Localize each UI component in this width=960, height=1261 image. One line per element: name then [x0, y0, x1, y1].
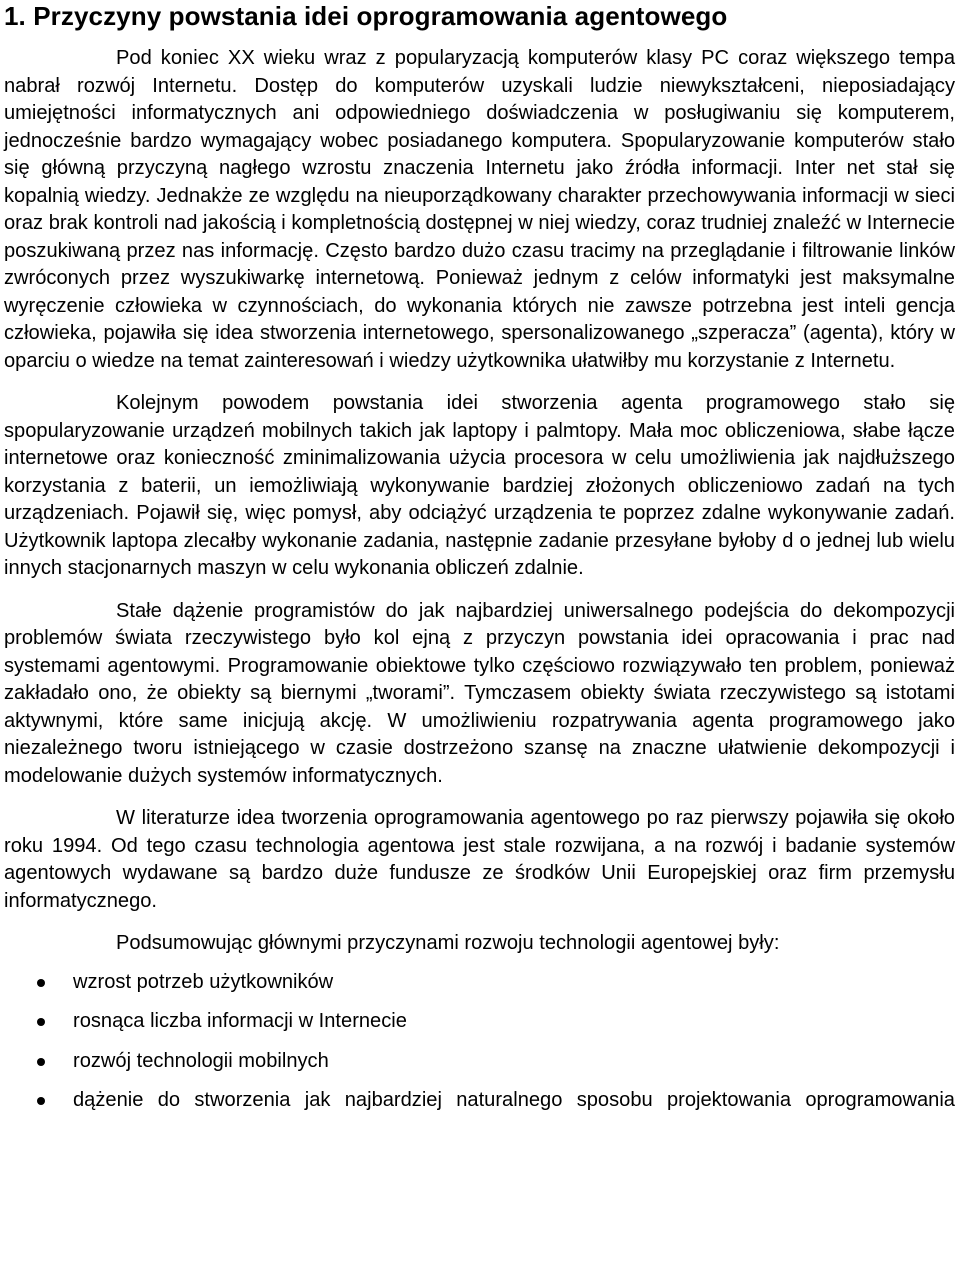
list-item-text: rosnąca liczba informacji w Internecie	[73, 1010, 407, 1032]
list-item-text: dążenie do stworzenia jak najbardziej naturalnego sposobu projektowania oprogramowania	[73, 1089, 955, 1111]
bullet-icon	[37, 1018, 45, 1026]
list-item	[4, 1008, 955, 1036]
paragraph-decomposition: Stałe dążenie programistów do jak najbardziej uniwersalnego podejścia do dekompozycji problemów świata rzeczywistego było kol ejną z przyczyn powstania idei opracowania i prac nad systemami agentowymi. Programowanie obiektowe tylko częściowo rozwiązywało ten problem, ponieważ zakładało ono, że obiekty są biernymi „tworami”. Tymczasem obiekty świata rzeczywistego są istotami aktywnymi, które same inicjują akcję. W umożliwieniu rozpatrywania agenta programowego jako niezależnego tworu istniejącego w czasie dostrzeżono szansę na znaczne ułatwienie dekompozycji i modelowanie dużych systemów informatycznych.	[4, 599, 955, 787]
bullet-icon	[37, 1058, 45, 1066]
bullet-icon	[37, 1097, 45, 1105]
document-page	[4, 0, 955, 1127]
paragraph-summary-intro: Podsumowując głównymi przyczynami rozwoju technologii agentowej były:	[116, 932, 780, 954]
list-item	[4, 1087, 955, 1115]
section-heading: 1. Przyczyny powstania idei oprogramowania agentowego	[4, 1, 728, 31]
list-item	[4, 1048, 955, 1076]
paragraph-internet-origins: Pod koniec XX wieku wraz z popularyzacją komputerów klasy PC coraz większego tempa nabrał rozwój Internetu. Dostęp do komputerów uzyskali ludzie niewykształceni, nieposiadający umiejętności informatycznych ani odpowiedniego doświadczenia w posługiwaniu się komputerem, jednocześnie bardzo wymagający wobec posiadanego komputera. Spopularyzowanie komputerów stało się główną przyczyną nagłego wzrostu znaczenia Internetu jako źródła informacji. Inter net stał się kopalnią wiedzy. Jednakże ze względu na nieuporządkowany charakter przechowywania informacji w sieci oraz brak kontroli nad jakością i kompletnością dostępnej w niej wiedzy, coraz trudniej znaleźć w Internecie poszukiwaną przez nas informację. Często bardzo dużo czasu tracimy na przeglądanie i filtrowanie linków zwróconych przez wyszukiwarkę internetową. Ponieważ jednym z celów informatyki jest maksymalne wyręczenie człowieka w czynnościach, do wykonania których nie zawsze potrzebna jest inteli gencja człowieka, pojawiła się idea stworzenia internetowego, spersonalizowanego „szperacza” (agenta), który w oparciu o wiedze na temat zainteresowań i wiedzy użytkownika ułatwiłby mu korzystanie z Internetu.	[4, 47, 955, 372]
list-item	[4, 969, 955, 997]
bullet-icon	[37, 979, 45, 987]
list-item-text: rozwój technologii mobilnych	[73, 1049, 329, 1072]
paragraph-mobile-devices: Kolejnym powodem powstania idei stworzenia agenta programowego stało się spopularyzowanie urządzeń mobilnych takich jak laptopy i palmtopy. Mała moc obliczeniowa, słabe łącze internetowe oraz konieczność zminimalizowania użycia procesora w celu umożliwienia jak najdłuższego korzystania z baterii, un iemożliwiają wykonywanie bardziej złożonych obliczeniowo zadań na tych urządzeniach. Pojawił się, więc pomysł, aby odciążyć urządzenia te poprzez zdalne wykonywanie zadań. Użytkownik laptopa zlecałby wykonanie zadania, następnie zadanie przesyłane byłoby d o jednej lub wielu innych stacjonarnych maszyn w celu wykonania obliczeń zdalnie.	[4, 392, 955, 579]
paragraph-literature: W literaturze idea tworzenia oprogramowania agentowego po raz pierwszy pojawiła się około roku 1994. Od tego czasu technologia agentowa jest stale rozwijana, a na rozwój i badanie systemów agentowych wydawane są bardzo duże fundusze ze środków Unii Europejskiej oraz firm przemysłu informatycznego.	[4, 807, 955, 912]
list-item-text: wzrost potrzeb użytkowników	[73, 970, 334, 993]
reasons-list	[4, 969, 955, 1115]
